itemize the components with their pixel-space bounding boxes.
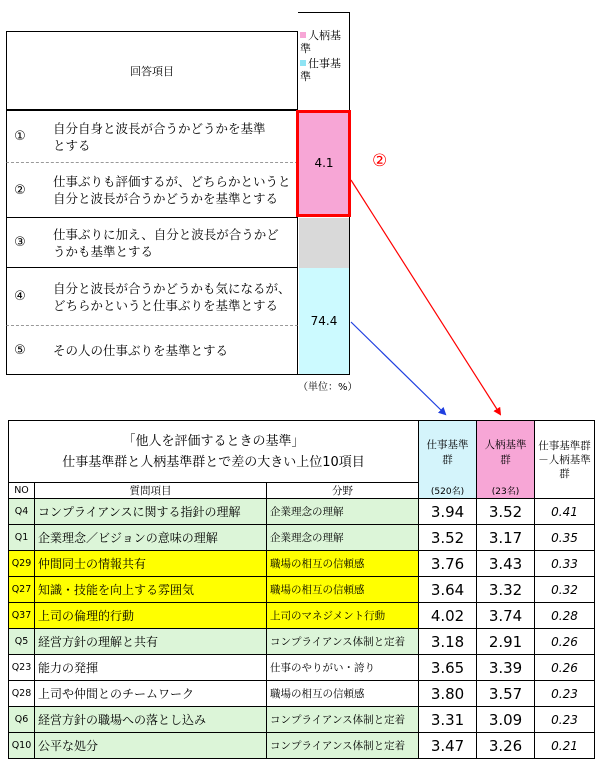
row-person-score: 3.32 — [477, 577, 535, 603]
row-diff: 0.32 — [535, 577, 595, 603]
row-diff: 0.21 — [535, 733, 595, 759]
table-body — [9, 499, 595, 759]
row-work-score: 3.76 — [419, 551, 477, 577]
row-diff: 0.26 — [535, 629, 595, 655]
row-diff: 0.26 — [535, 655, 595, 681]
row-question: コンプライアンスに関する指針の理解 — [35, 499, 267, 525]
row-question: 上司や仲間とのチームワーク — [35, 681, 267, 707]
row-person-score: 3.43 — [477, 551, 535, 577]
answer-items-header-label: 回答項目 — [130, 64, 174, 78]
row-diff: 0.35 — [535, 525, 595, 551]
answer-item-number: ③ — [14, 235, 26, 250]
row-person-score: 3.74 — [477, 603, 535, 629]
answer-item-text: その人の仕事ぶりを基準とする — [53, 342, 229, 358]
row-field: 企業理念の理解 — [267, 499, 419, 525]
row-field: コンプライアンス体制と定着 — [267, 629, 419, 655]
row-work-score: 3.94 — [419, 499, 477, 525]
row-person-score: 3.57 — [477, 681, 535, 707]
header-work-count-label: (520名) — [430, 486, 465, 497]
header-no — [9, 483, 35, 499]
row-no: Q10 — [9, 733, 35, 759]
row-field: 職場の相互の信頼感 — [267, 551, 419, 577]
table-row — [9, 551, 595, 577]
row-no: Q1 — [9, 525, 35, 551]
answer-item-number: ② — [14, 182, 26, 198]
answer-item-text: 仕事ぶりも評価するが、どちらかというと自分と波長が合うかどうかを基準とする — [53, 174, 291, 206]
answer-item-text: 自分と波長が合うかどうかも気になるが、どちらかというと仕事ぶりを基準とする — [53, 280, 291, 313]
answer-item-number: ⑤ — [14, 342, 26, 358]
answer-item-text: 仕事ぶりに加え、自分と波長が合うかどうかも基準とする — [53, 226, 279, 259]
comparison-table — [8, 420, 595, 759]
row-question: 企業理念／ビジョンの意味の理解 — [35, 525, 267, 551]
table-row — [9, 525, 595, 551]
row-work-score: 3.64 — [419, 577, 477, 603]
row-field: 上司のマネジメント行動 — [267, 603, 419, 629]
table-row — [9, 681, 595, 707]
table-row — [9, 707, 595, 733]
row-no: Q4 — [9, 499, 35, 525]
row-person-score: 3.09 — [477, 707, 535, 733]
table-row — [9, 577, 595, 603]
row-work-score: 3.65 — [419, 655, 477, 681]
header-question-label: 質問項目 — [129, 485, 172, 497]
legend-label-person: 人柄基準 — [300, 29, 341, 55]
table-title-line2: 仕事基準群と人柄基準群とで差の大きい上位10項目 — [62, 454, 365, 470]
header-person-label: 人柄基準群 — [484, 438, 527, 466]
unit-note-text: （単位：%） — [298, 382, 358, 393]
header-person-count — [477, 483, 535, 499]
row-question: 上司の倫理的行動 — [35, 603, 267, 629]
row-work-score: 4.02 — [419, 603, 477, 629]
header-work-count — [419, 483, 477, 499]
row-question: 公平な処分 — [35, 733, 267, 759]
row-work-score: 3.31 — [419, 707, 477, 733]
header-question — [35, 483, 267, 499]
row-diff: 0.23 — [535, 707, 595, 733]
row-question: 経営方針の職場への落とし込み — [35, 707, 267, 733]
answer-item-text: 自分自身と波長が合うかどうかを基準とする — [53, 120, 266, 153]
row-no: Q27 — [9, 577, 35, 603]
row-person-score: 3.39 — [477, 655, 535, 681]
table-row — [9, 733, 595, 759]
header-field-label: 分野 — [332, 485, 354, 497]
arrow-red — [351, 180, 500, 414]
row-work-score: 3.18 — [419, 629, 477, 655]
row-field: 職場の相互の信頼感 — [267, 577, 419, 603]
answer-item-number: ① — [14, 129, 26, 144]
answer-item-number: ④ — [14, 289, 26, 304]
row-work-score: 3.52 — [419, 525, 477, 551]
row-question: 知識・技能を向上する雰囲気 — [35, 577, 267, 603]
row-field: コンプライアンス体制と定着 — [267, 707, 419, 733]
row-person-score: 3.17 — [477, 525, 535, 551]
row-diff: 0.41 — [535, 499, 595, 525]
table-row — [9, 655, 595, 681]
row-field: 職場の相互の信頼感 — [267, 681, 419, 707]
marker-text: ② — [372, 151, 388, 171]
header-person-count-label: (23名) — [491, 486, 520, 497]
row-question: 仲間同士の情報共有 — [35, 551, 267, 577]
header-diff — [535, 421, 595, 499]
row-field: コンプライアンス体制と定着 — [267, 733, 419, 759]
row-question: 能力の発揮 — [35, 655, 267, 681]
row-no: Q28 — [9, 681, 35, 707]
table-title-cell — [9, 421, 419, 483]
row-field: 仕事のやりがい・誇り — [267, 655, 419, 681]
header-person-group — [477, 421, 535, 483]
table-row — [9, 629, 595, 655]
header-work-label: 仕事基準群 — [426, 438, 469, 466]
bar-segment-work-value: 74.4 — [310, 314, 338, 328]
row-no: Q6 — [9, 707, 35, 733]
row-no: Q23 — [9, 655, 35, 681]
arrow-blue — [351, 322, 445, 414]
header-field — [267, 483, 419, 499]
row-field: 企業理念の理解 — [267, 525, 419, 551]
row-no: Q37 — [9, 603, 35, 629]
header-work-group — [419, 421, 477, 483]
row-no: Q29 — [9, 551, 35, 577]
row-question: 経営方針の理解と共有 — [35, 629, 267, 655]
row-diff: 0.33 — [535, 551, 595, 577]
row-diff: 0.28 — [535, 603, 595, 629]
table-row — [9, 603, 595, 629]
table-title-line1: 「他人を評価するときの基準」 — [122, 433, 305, 449]
row-person-score: 2.91 — [477, 629, 535, 655]
legend-label-work: 仕事基準 — [300, 57, 341, 83]
header-no-label: NO — [14, 485, 29, 496]
row-work-score: 3.80 — [419, 681, 477, 707]
row-diff: 0.23 — [535, 681, 595, 707]
table-row — [9, 499, 595, 525]
row-work-score: 3.47 — [419, 733, 477, 759]
bar-segment-person-value: 4.1 — [314, 156, 334, 170]
header-diff-label: 仕事基準群－人柄基準群 — [538, 439, 591, 480]
row-person-score: 3.26 — [477, 733, 535, 759]
row-no: Q5 — [9, 629, 35, 655]
row-person-score: 3.52 — [477, 499, 535, 525]
